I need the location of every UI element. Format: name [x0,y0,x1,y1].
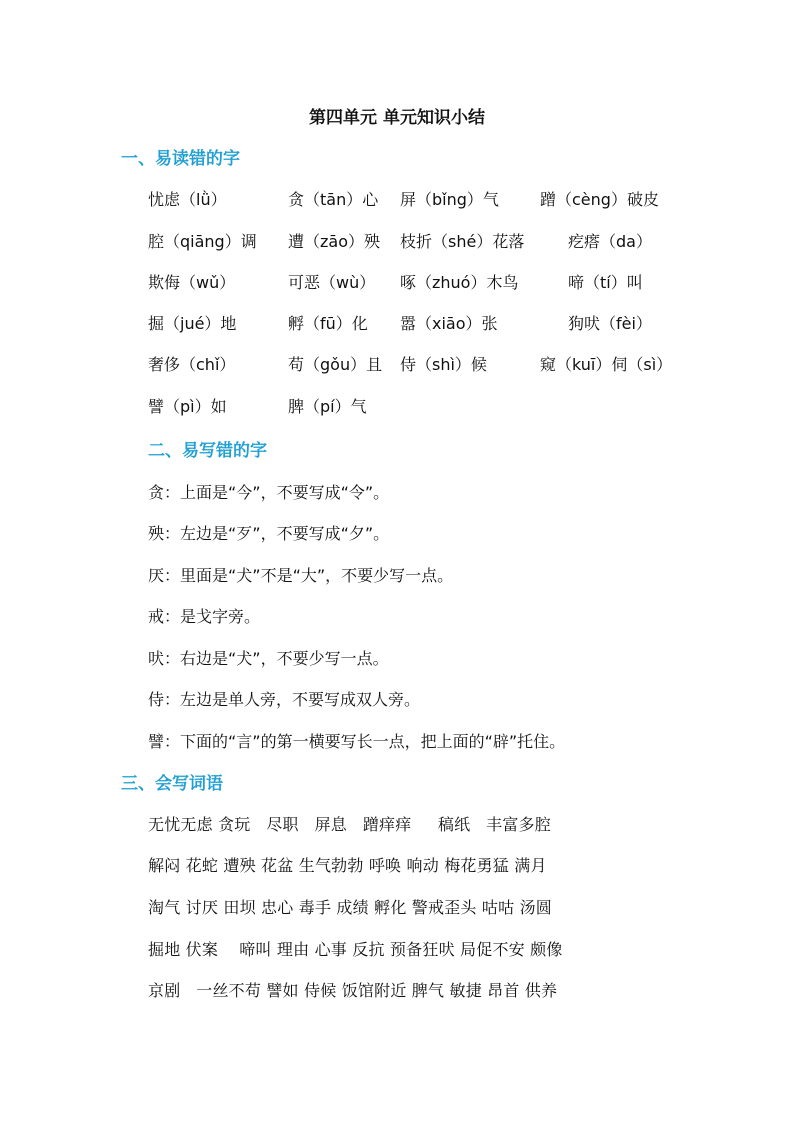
pinyin-item: 譬（pì）如 [148,397,227,416]
pinyin-item: 枝折（shé）花落 [400,232,525,251]
section-heading-1: 一、易读错的字 [121,149,240,169]
rule-line: 吠：右边是“犬”，不要少写一点。 [148,649,389,668]
pinyin-item: 窥（kuī）伺（sì） [540,355,673,374]
pinyin-item: 可恶（wù） [288,273,376,292]
rule-line: 戒：是戈字旁。 [148,607,261,626]
rule-line: 贪：上面是“今”，不要写成“令”。 [148,483,390,502]
pinyin-row [0,352,794,378]
page-title: 第四单元 单元知识小结 [309,108,485,128]
pinyin-item: 屏（bǐng）气 [400,190,499,209]
word-list-line: 京剧 一丝不苟 譬如 侍候 饭馆附近 脾气 敏捷 昂首 供养 [148,981,558,1000]
rule-line: 譬：下面的“言”的第一横要写长一点，把上面的“辟”托住。 [148,732,566,751]
pinyin-item: 狗吠（fèi） [568,314,652,333]
pinyin-row [0,187,794,213]
pinyin-row [0,394,794,420]
pinyin-item: 忧虑（lǜ） [148,190,227,209]
word-list-line: 无忧无虑 贪玩 尽职 屏息 蹭痒痒 稿纸 丰富多腔 [148,815,551,834]
pinyin-row [0,229,794,255]
pinyin-item: 啄（zhuó）木鸟 [400,273,519,292]
pinyin-item: 啼（tí）叫 [568,273,643,292]
section-heading-3: 三、会写词语 [121,774,223,794]
pinyin-item: 嚣（xiāo）张 [400,314,498,333]
pinyin-item: 腔（qiāng）调 [148,232,257,251]
section-heading-2: 二、易写错的字 [148,441,267,461]
pinyin-row [0,311,794,337]
pinyin-item: 侍（shì）候 [400,355,487,374]
word-list-line: 掘地 伏案 啼叫 理由 心事 反抗 预备狂吠 局促不安 颇像 [148,940,563,959]
pinyin-row [0,270,794,296]
rule-line: 侍：左边是单人旁，不要写成双人旁。 [148,690,421,709]
pinyin-item: 疙瘩（da） [568,232,652,251]
pinyin-item: 苟（gǒu）且 [288,355,383,374]
pinyin-item: 脾（pí）气 [288,397,367,416]
word-list-line: 淘气 讨厌 田坝 忠心 毒手 成绩 孵化 警戒歪头 咕咕 汤圆 [148,898,552,917]
pinyin-item: 贪（tān）心 [288,190,379,209]
pinyin-item: 掘（jué）地 [148,314,237,333]
rule-line: 厌：里面是“犬”不是“大”，不要少写一点。 [148,566,454,585]
pinyin-item: 孵（fū）化 [288,314,368,333]
pinyin-item: 欺侮（wǔ） [148,273,236,292]
pinyin-item: 奢侈（chǐ） [148,355,236,374]
word-list-line: 解闷 花蛇 遭殃 花盆 生气勃勃 呼唤 响动 梅花勇猛 满月 [148,856,547,875]
pinyin-item: 蹭（cèng）破皮 [540,190,659,209]
rule-line: 殃：左边是“歹”，不要写成“夕”。 [148,524,390,543]
pinyin-item: 遭（zāo）殃 [288,232,380,251]
